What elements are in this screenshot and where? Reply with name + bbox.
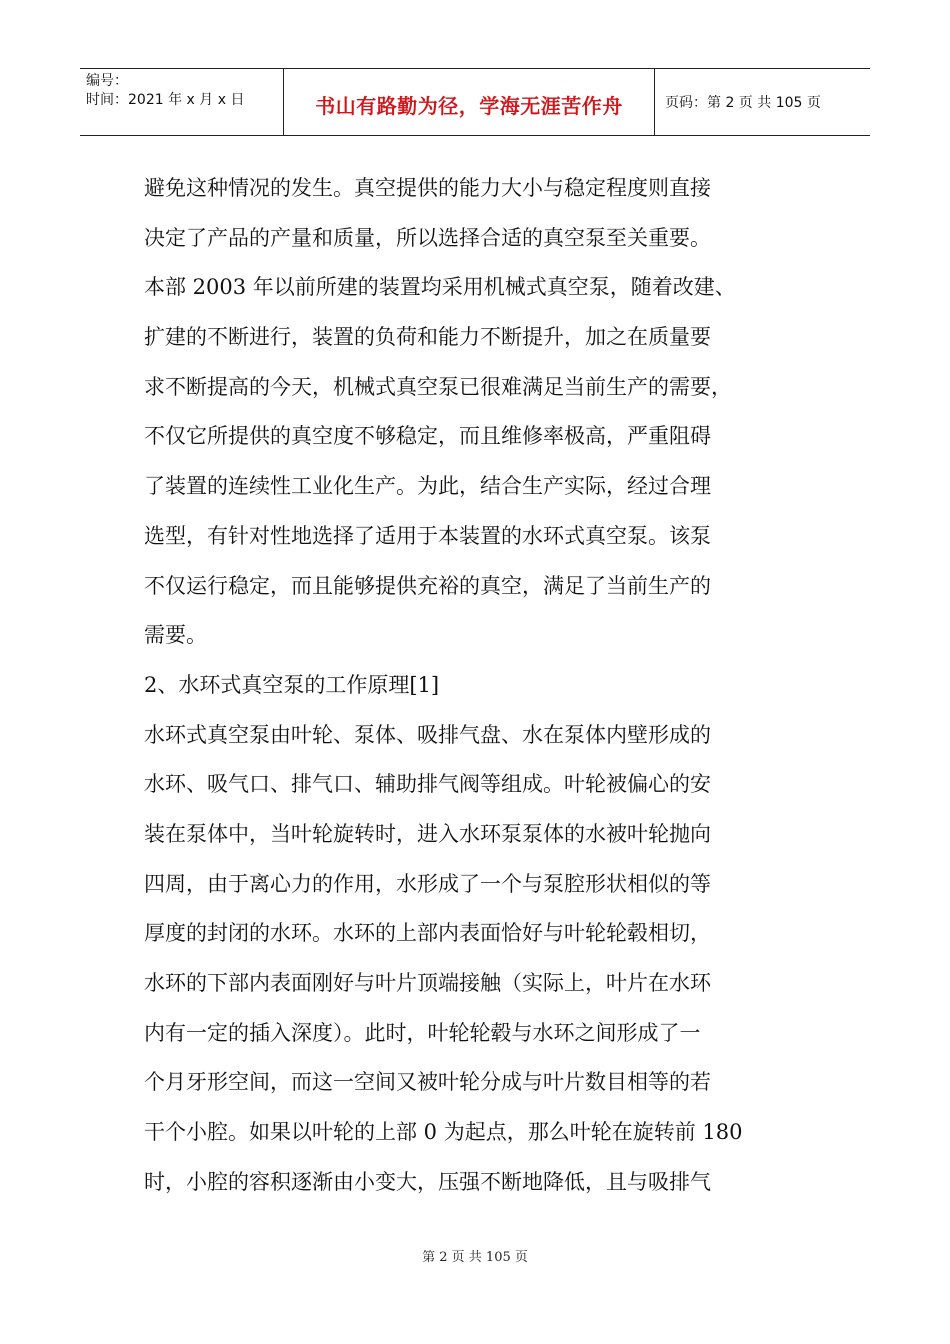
header-meta <box>80 69 283 135</box>
body-line: 需要。 <box>144 623 207 648</box>
page-footer: 第 2 页 共 105 页 <box>422 1250 528 1265</box>
section-heading: 2、水环式真空泵的工作原理[1] <box>144 672 440 697</box>
body-line: 求不断提高的今天，机械式真空泵已很难满足当前生产的需要， <box>144 374 732 399</box>
page-header <box>80 68 870 136</box>
body-line: 本部 2003 年以前所建的装置均采用机械式真空泵，随着改建、 <box>144 275 736 300</box>
body-line: 避免这种情况的发生。真空提供的能力大小与稳定程度则直接 <box>144 176 711 200</box>
header-motto-cell <box>283 69 655 135</box>
body-line: 决定了产品的产量和质量，所以选择合适的真空泵至关重要。 <box>144 225 711 250</box>
body-line: 不仅它所提供的真空度不够稳定，而且维修率极高，严重阻碍 <box>144 424 711 449</box>
body-line: 干个小腔。如果以叶轮的上部 0 为起点，那么叶轮在旋转前 180 <box>144 1120 743 1145</box>
header-page-number: 页码：第 2 页 共 105 页 <box>665 95 821 111</box>
body-line: 厚度的封闭的水环。水环的上部内表面恰好与叶轮轮毂相切， <box>144 921 711 946</box>
body-line: 扩建的不断进行，装置的负荷和能力不断提升，加之在质量要 <box>144 325 711 350</box>
body-line: 不仅运行稳定，而且能够提供充裕的真空，满足了当前生产的 <box>144 573 711 598</box>
body-line: 水环的下部内表面刚好与叶片顶端接触（实际上，叶片在水环 <box>144 971 711 995</box>
header-motto: 书山有路勤为径，学海无涯苦作舟 <box>315 93 623 118</box>
body-line: 内有一定的插入深度）。此时，叶轮轮毂与水环之间形成了一 <box>144 1020 701 1045</box>
body-line: 装在泵体中，当叶轮旋转时，进入水环泵泵体的水被叶轮抛向 <box>144 821 711 846</box>
body-line: 四周，由于离心力的作用，水形成了一个与泵腔形状相似的等 <box>144 871 711 896</box>
document-body <box>144 164 814 1207</box>
body-line: 选型，有针对性地选择了适用于本装置的水环式真空泵。该泵 <box>144 523 711 548</box>
body-line: 水环式真空泵由叶轮、泵体、吸排气盘、水在泵体内壁形成的 <box>144 722 711 747</box>
header-page-info <box>655 69 870 135</box>
body-line: 水环、吸气口、排气口、辅助排气阀等组成。叶轮被偏心的安 <box>144 772 711 797</box>
document-time-label: 时间：2021 年 x 月 x 日 <box>86 92 245 108</box>
body-line: 个月牙形空间，而这一空间又被叶轮分成与叶片数目相等的若 <box>144 1070 711 1095</box>
document-number-label: 编号： <box>86 73 128 89</box>
body-line: 了装置的连续性工业化生产。为此，结合生产实际，经过合理 <box>144 474 711 499</box>
body-line: 时，小腔的容积逐渐由小变大，压强不断地降低，且与吸排气 <box>144 1169 711 1194</box>
